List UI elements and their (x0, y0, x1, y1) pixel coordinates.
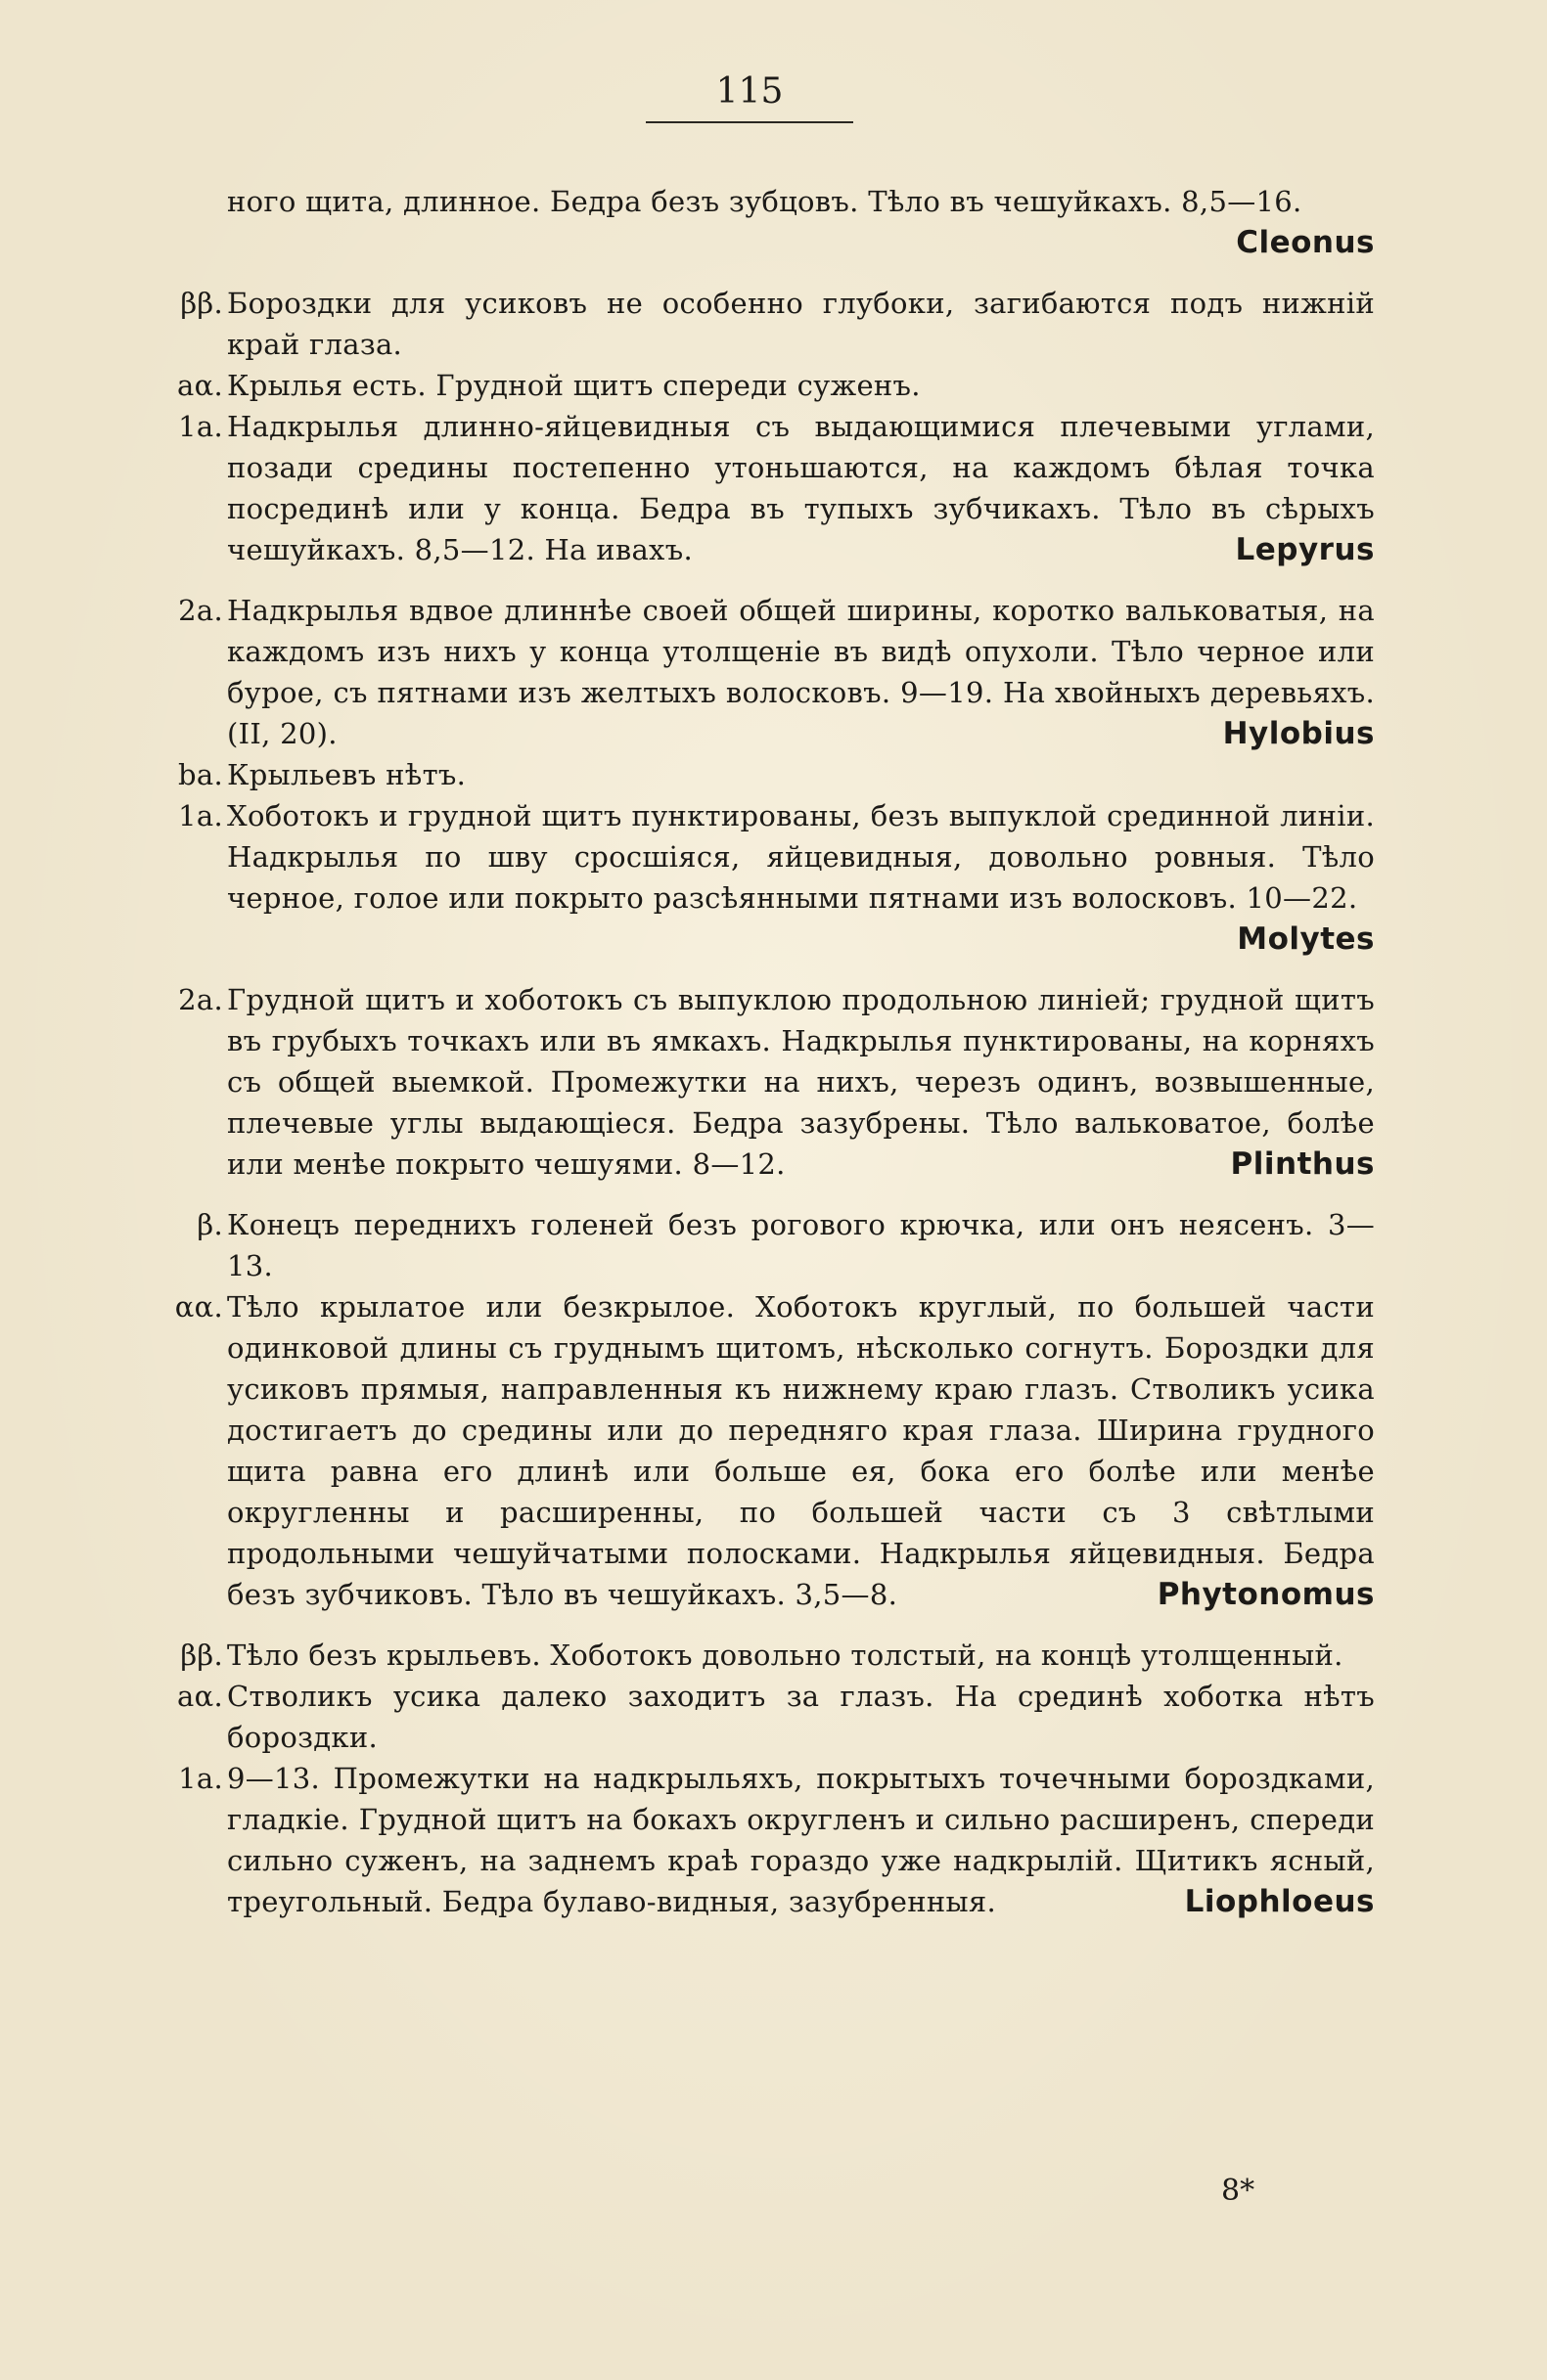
genus-name: Molytes (1237, 921, 1375, 957)
printer-signature: 8* (1221, 2174, 1255, 2208)
key-entry (178, 590, 1375, 754)
entry-marker: ββ. (180, 287, 223, 320)
entry-text: Тѣло безъ крыльевъ. Хоботокъ довольно толстый, на концѣ утолщенный. (227, 1639, 1343, 1672)
genus-name: Hylobius (1222, 716, 1375, 751)
page-number-rule (646, 121, 853, 123)
entry-marker: 2a. (178, 983, 223, 1016)
genus-name: Cleonus (1236, 225, 1375, 260)
entry-text: Конецъ переднихъ голеней безъ рогового крючка, или онъ неясенъ. 3—13. (227, 1208, 1375, 1282)
entry-marker: aα. (177, 369, 223, 402)
entry-text: Надкрылья длинно-яйцевидныя съ выдающимися плечевыми углами, позади средины постепенно утоньшаются, на каждомъ бѣлая точка посрединѣ или у конца. Бедра въ тупыхъ зубчикахъ. Тѣло въ сѣрыхъ чешуйкахъ. 8,5—12. На ивахъ. (227, 410, 1375, 566)
entry-marker: ba. (178, 758, 223, 791)
entry-marker: 1a. (178, 799, 223, 832)
key-text (174, 181, 1375, 1922)
entry-marker: 1a. (178, 1762, 223, 1795)
key-entry (177, 1676, 1375, 1758)
genus-name: Lepyrus (1235, 532, 1375, 567)
key-entry (178, 979, 1375, 1185)
entry-text: ного щита, длинное. Бедра безъ зубцовъ. Тѣло въ чешуйкахъ. 8,5—16. (227, 185, 1302, 218)
key-entry (205, 181, 1375, 263)
key-entry (178, 754, 1375, 795)
entry-text: Хоботокъ и грудной щитъ пунктированы, безъ выпуклой срединной линіи. Надкрылья по шву сросшіяся, яйцевидныя, довольно ровныя. Тѣло черное, голое или покрыто разсѣянными пятнами изъ волосковъ. 10—22. (227, 799, 1375, 915)
genus-name: Phytonomus (1157, 1577, 1375, 1612)
entry-text: Крыльевъ нѣтъ. (227, 758, 467, 791)
entry-text: Тѣло крылатое или безкрылое. Хоботокъ круглый, по большей части одинковой длины съ груднымъ щитомъ, нѣсколько согнутъ. Бороздки для усиковъ прямыя, направленныя къ нижнему краю глазъ. Стволикъ усика достигаетъ до средины или до передняго края глаза. Ширина грудного щита равна его длинѣ или больше ея, бока его болѣе или менѣе округленны и расширенны, по большей части съ 3 свѣтлыми продольными чешуйчатыми полосками. Надкрылья яйцевидныя. Бедра безъ зубчиковъ. Тѣло въ чешуйкахъ. 3,5—8. (227, 1290, 1375, 1611)
key-entry (177, 365, 1375, 406)
key-entry (178, 406, 1375, 570)
key-entry (178, 795, 1375, 960)
entry-marker: 2a. (178, 594, 223, 627)
key-entry (174, 1286, 1375, 1615)
entry-marker: β. (197, 1208, 223, 1241)
key-entry (180, 283, 1375, 365)
entry-text: Надкрылья вдвое длиннѣе своей общей ширины, коротко вальковатыя, на каждомъ изъ нихъ у конца утолщеніе въ видѣ опухоли. Тѣло черное или бурое, съ пятнами изъ желтыхъ волосковъ. 9—19. На хвойныхъ деревьяхъ. (II, 20). (227, 594, 1375, 750)
entry-marker: 1a. (178, 410, 223, 443)
page-number: 115 (715, 71, 784, 112)
entry-text: Грудной щитъ и хоботокъ съ выпуклою продольною линіей; грудной щитъ въ грубыхъ точкахъ или въ ямкахъ. Надкрылья пунктированы, на корняхъ съ общей выемкой. Промежутки на нихъ, черезъ одинъ, возвышенные, плечевые углы выдающіеся. Бедра зазубрены. Тѣло вальковатое, болѣе или менѣе покрыто чешуями. 8—12. (227, 983, 1375, 1181)
entry-text: Стволикъ усика далеко заходитъ за глазъ. На срединѣ хоботка нѣтъ бороздки. (227, 1680, 1375, 1754)
entry-text: Бороздки для усиковъ не особенно глубоки, загибаются подъ нижній край глаза. (227, 287, 1375, 361)
key-entry (197, 1204, 1375, 1286)
entry-marker: aα. (177, 1680, 223, 1713)
entry-marker: αα. (174, 1290, 223, 1324)
entry-text: Крылья есть. Грудной щитъ спереди суженъ. (227, 369, 921, 402)
genus-name: Liophloeus (1184, 1884, 1375, 1919)
genus-name: Plinthus (1230, 1146, 1375, 1182)
entry-marker: ββ. (180, 1639, 223, 1672)
key-entry (180, 1635, 1375, 1676)
entry-text: 9—13. Промежутки на надкрыльяхъ, покрытыхъ точечными бороздками, гладкіе. Грудной щитъ на бокахъ округленъ и сильно расширенъ, спереди сильно суженъ, на заднемъ краѣ гораздо уже надкрылій. Щитикъ ясный, треугольный. Бедра булаво-видныя, зазубренныя. (227, 1762, 1375, 1918)
key-entry (178, 1758, 1375, 1922)
